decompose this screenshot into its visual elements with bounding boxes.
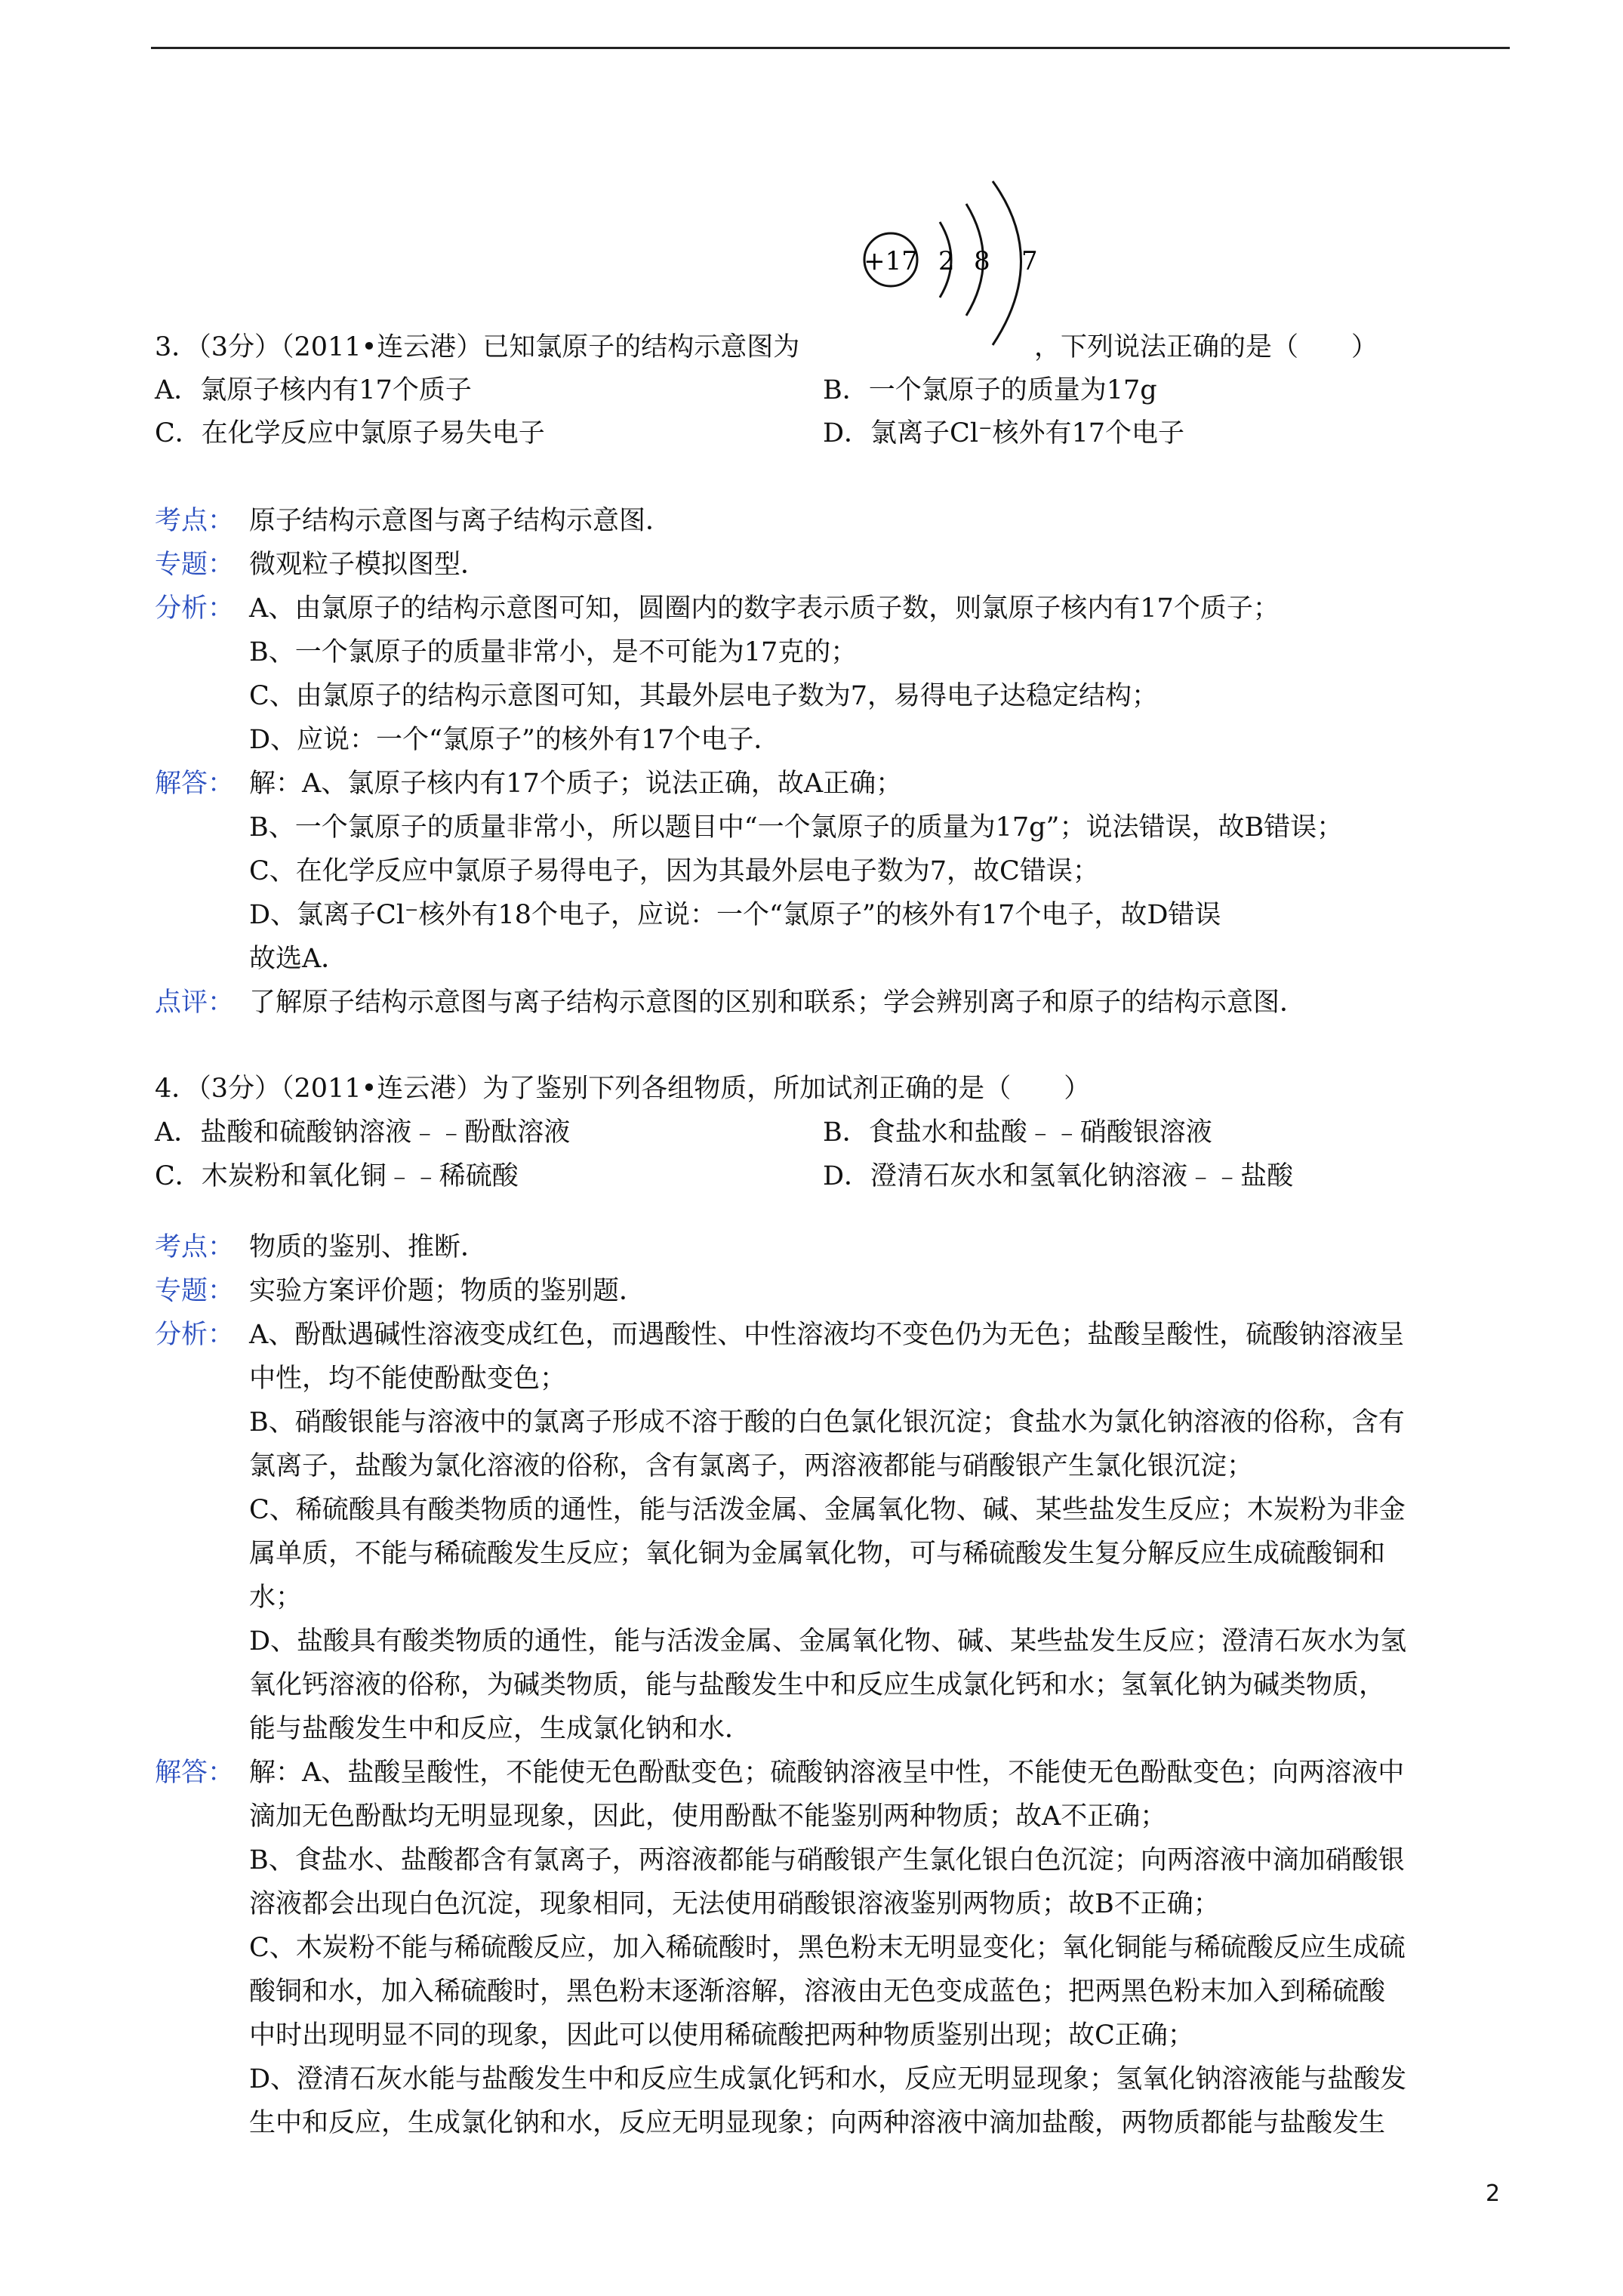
header-rule: [151, 47, 1510, 49]
q3-jieda-label: 解答：: [155, 769, 235, 799]
q4-option-a: A．盐酸和硫酸钠溶液﹣﹣酚酞溶液: [155, 1117, 571, 1148]
q4-fenxi-line: 中性，均不能使酚酞变色；: [249, 1364, 567, 1394]
page-number: 2: [1486, 2180, 1501, 2207]
q3-stem-before: 3．（3分）（2011•连云港）已知氯原子的结构示意图为: [155, 332, 800, 362]
q4-option-d: D．澄清石灰水和氢氧化钠溶液﹣﹣盐酸: [823, 1161, 1294, 1191]
q3-jieda-line: C、在化学反应中氯原子易得电子，因为其最外层电子数为7，故C错误；: [249, 856, 1099, 886]
shell-arc-3: [993, 181, 1021, 345]
shell-electrons-1: 2: [938, 246, 955, 276]
q4-jieda-line: 酸铜和水，加入稀硫酸时，黑色粉末逐渐溶解，溶液由无色变成蓝色；把两黑色粉末加入到稀硫酸: [249, 1977, 1386, 2007]
q4-kaodian: 物质的鉴别、推断．: [249, 1232, 488, 1262]
q3-jieda-line: D、氯离子Cl⁻核外有18个电子，应说：一个“氯原子”的核外有17个电子，故D错误: [249, 900, 1221, 930]
q3-stem-after: ，下列说法正确的是（ ）: [1034, 332, 1378, 362]
q4-fenxi-line: B、硝酸银能与溶液中的氯离子形成不溶于酸的白色氯化银沉淀；食盐水为氯化钠溶液的俗称，含有: [249, 1407, 1405, 1438]
q4-fenxi-line: C、稀硫酸具有酸类物质的通性，能与活泼金属、金属氧化物、碱、某些盐发生反应；木炭粉为非金: [249, 1495, 1406, 1525]
q3-dianping: 了解原子结构示意图与离子结构示意图的区别和联系；学会辨别离子和原子的结构示意图．: [249, 988, 1307, 1018]
q3-option-b: B．一个氯原子的质量为17g: [823, 375, 1157, 405]
q4-fenxi-line: 属单质，不能与稀硫酸发生反应；氧化铜为金属氧化物，可与稀硫酸发生复分解反应生成硫酸铜和: [249, 1539, 1386, 1569]
q4-jieda-line: 解：A、盐酸呈酸性，不能使无色酚酞变色；硫酸钠溶液呈中性，不能使无色酚酞变色；向两溶液中: [249, 1758, 1405, 1788]
q3-option-d: D．氯离子Cl⁻核外有17个电子: [823, 418, 1185, 448]
q4-jieda-line: C、木炭粉不能与稀硫酸反应，加入稀硫酸时，黑色粉末无明显变化；氧化铜能与稀硫酸反应生成硫: [249, 1933, 1406, 1963]
q4-fenxi-line: 水；: [249, 1583, 303, 1613]
q4-fenxi-line: D、盐酸具有酸类物质的通性，能与活泼金属、金属氧化物、碱、某些盐发生反应；澄清石灰水为氢: [249, 1626, 1407, 1657]
q4-option-b: B．食盐水和盐酸﹣﹣硝酸银溶液: [823, 1117, 1212, 1148]
q3-jieda-line: B、一个氯原子的质量非常小，所以题目中“一个氯原子的质量为17g”；说法错误，故B错误；: [249, 812, 1344, 843]
q4-jieda-line: 滴加无色酚酞均无明显现象，因此，使用酚酞不能鉴别两种物质；故A不正确；: [249, 1801, 1167, 1832]
q4-zhuanti: 实验方案评价题；物质的鉴别题．: [249, 1276, 646, 1306]
q3-option-a: A．氯原子核内有17个质子: [155, 375, 472, 405]
q4-jieda-line: 溶液都会出现白色沉淀，现象相同，无法使用硝酸银溶液鉴别两物质；故B不正确；: [249, 1889, 1220, 1919]
q3-kaodian-label: 考点：: [155, 506, 235, 536]
q4-fenxi-line: 氯离子，盐酸为氯化溶液的俗称，含有氯离子，两溶液都能与硝酸银产生氯化银沉淀；: [249, 1451, 1254, 1481]
shell-electrons-2: 8: [974, 246, 990, 276]
q4-fenxi-line: 能与盐酸发生中和反应，生成氯化钠和水．: [249, 1714, 752, 1744]
q4-fenxi-line: 氧化钙溶液的俗称，为碱类物质，能与盐酸发生中和反应生成氯化钙和水；氢氧化钠为碱类物质，: [249, 1670, 1386, 1700]
q3-fenxi-line: D、应说：一个“氯原子”的核外有17个电子．: [249, 725, 781, 755]
q3-fenxi-label: 分析：: [155, 593, 235, 624]
q3-option-c: C．在化学反应中氯原子易失电子: [155, 418, 545, 448]
shell-electrons-3: 7: [1021, 246, 1038, 276]
q4-stem: 4．（3分）（2011•连云港）为了鉴别下列各组物质，所加试剂正确的是（ ）: [155, 1074, 1091, 1104]
q4-jieda-line: D、澄清石灰水能与盐酸发生中和反应生成氯化钙和水，反应无明显现象；氢氧化钠溶液能与盐酸发: [249, 2064, 1407, 2094]
q3-jieda-line: 解：A、氯原子核内有17个质子；说法正确，故A正确；: [249, 769, 903, 799]
q3-fenxi-line: A、由氯原子的结构示意图可知，圆圈内的数字表示质子数，则氯原子核内有17个质子；: [249, 593, 1280, 624]
q3-dianping-label: 点评：: [155, 988, 235, 1018]
q3-fenxi-line: C、由氯原子的结构示意图可知，其最外层电子数为7，易得电子达稳定结构；: [249, 681, 1159, 711]
q4-fenxi-line: A、酚酞遇碱性溶液变成红色，而遇酸性、中性溶液均不变色仍为无色；盐酸呈酸性，硫酸钠溶液呈: [249, 1320, 1405, 1350]
q4-jieda-line: B、食盐水、盐酸都含有氯离子，两溶液都能与硝酸银产生氯化银白色沉淀；向两溶液中滴加硝酸银: [249, 1845, 1405, 1875]
q4-jieda-line: 中时出现明显不同的现象，因此可以使用稀硫酸把两种物质鉴别出现；故C正确；: [249, 2020, 1194, 2051]
q4-jieda-line: 生中和反应，生成氯化钠和水，反应无明显现象；向两种溶液中滴加盐酸，两物质都能与盐酸发生: [249, 2108, 1386, 2138]
q3-fenxi-line: B、一个氯原子的质量非常小，是不可能为17克的；: [249, 637, 858, 667]
q4-option-c: C．木炭粉和氧化铜﹣﹣稀硫酸: [155, 1161, 519, 1191]
q4-zhuanti-label: 专题：: [155, 1276, 235, 1306]
nucleus-charge: +17: [864, 246, 918, 276]
chlorine-atom-diagram: [861, 175, 1057, 364]
q4-fenxi-label: 分析：: [155, 1320, 235, 1350]
q3-zhuanti-label: 专题：: [155, 550, 235, 580]
q4-kaodian-label: 考点：: [155, 1232, 235, 1262]
q3-kaodian: 原子结构示意图与离子结构示意图．: [249, 506, 673, 536]
q3-zhuanti: 微观粒子模拟图型．: [249, 550, 488, 580]
q3-jieda-line: 故选A．: [249, 944, 348, 974]
q4-jieda-label: 解答：: [155, 1758, 235, 1788]
